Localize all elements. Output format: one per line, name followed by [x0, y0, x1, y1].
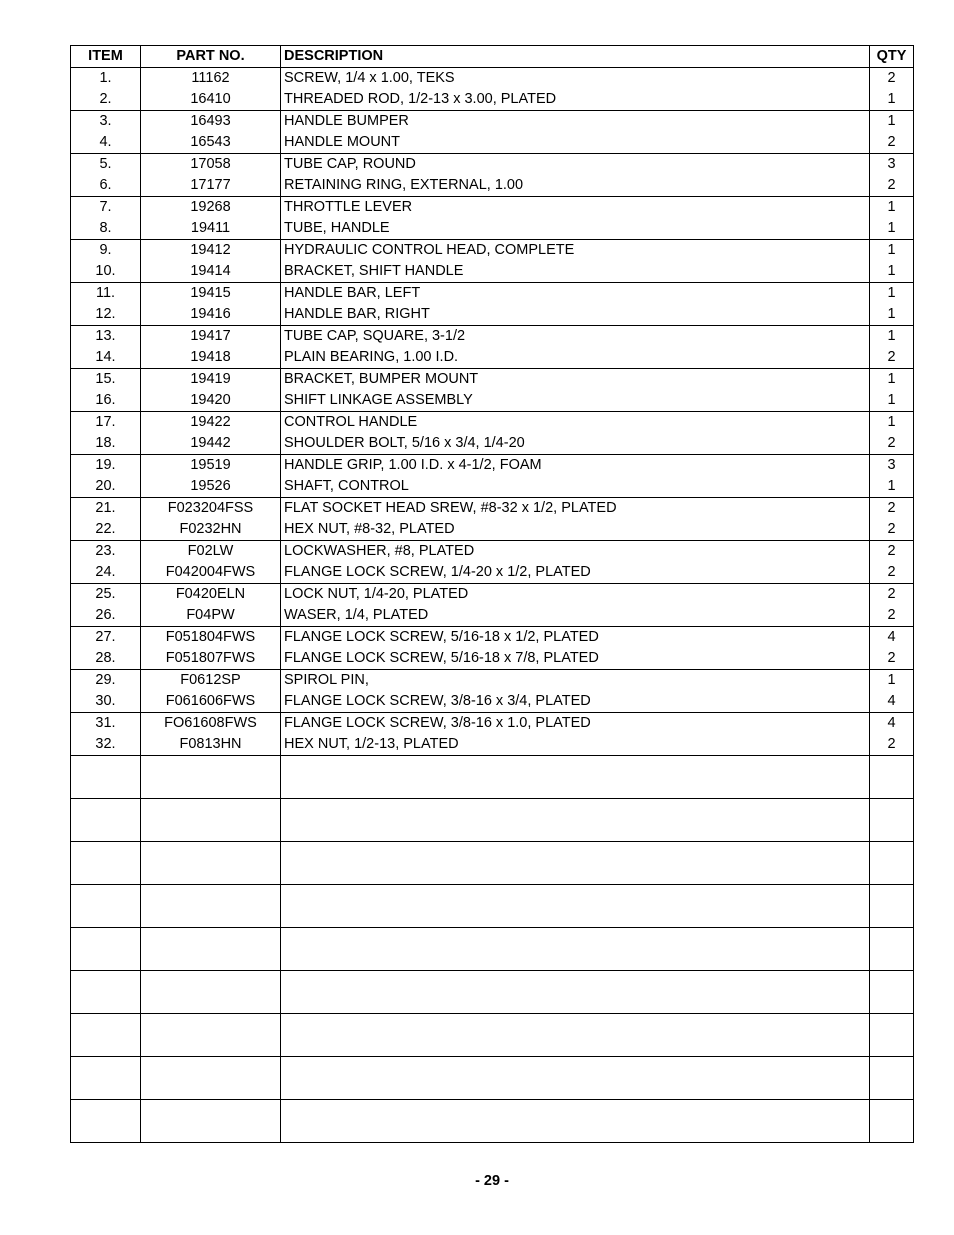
part-number: 19420 [141, 390, 281, 412]
empty-cell [141, 885, 281, 928]
part-number: F023204FSS [141, 498, 281, 520]
item-number: 28. [71, 648, 141, 670]
item-number: 30. [71, 691, 141, 713]
part-description: HEX NUT, #8-32, PLATED [281, 519, 870, 541]
quantity: 2 [870, 68, 914, 90]
part-number: 17058 [141, 154, 281, 176]
part-number: F042004FWS [141, 562, 281, 584]
empty-cell [281, 971, 870, 1014]
empty-cell [870, 842, 914, 885]
table-row [71, 132, 914, 154]
part-number: 19414 [141, 261, 281, 283]
part-description: FLANGE LOCK SCREW, 3/8-16 x 1.0, PLATED [281, 713, 870, 735]
part-number: F04PW [141, 605, 281, 627]
table-row [71, 347, 914, 369]
table-row [71, 218, 914, 240]
table-row [71, 476, 914, 498]
table-header [71, 46, 914, 68]
quantity: 1 [870, 89, 914, 111]
part-description: HANDLE BAR, RIGHT [281, 304, 870, 326]
empty-cell [281, 1057, 870, 1100]
empty-cell [71, 1057, 141, 1100]
item-number: 32. [71, 734, 141, 756]
part-description: HANDLE MOUNT [281, 132, 870, 154]
item-number: 23. [71, 541, 141, 563]
quantity: 1 [870, 670, 914, 692]
empty-cell [141, 756, 281, 799]
empty-cell [141, 971, 281, 1014]
part-number: F061606FWS [141, 691, 281, 713]
empty-cell [71, 799, 141, 842]
part-number: F0813HN [141, 734, 281, 756]
item-number: 29. [71, 670, 141, 692]
part-description: FLANGE LOCK SCREW, 5/16-18 x 1/2, PLATED [281, 627, 870, 649]
empty-cell [141, 799, 281, 842]
part-description: WASER, 1/4, PLATED [281, 605, 870, 627]
item-number: 12. [71, 304, 141, 326]
part-number: 19417 [141, 326, 281, 348]
empty-table-row [71, 799, 914, 842]
quantity: 1 [870, 111, 914, 133]
item-number: 1. [71, 68, 141, 90]
quantity: 1 [870, 283, 914, 305]
part-number: 19442 [141, 433, 281, 455]
header-item: ITEM [71, 46, 141, 68]
table-row [71, 562, 914, 584]
part-number: 19411 [141, 218, 281, 240]
part-description: BRACKET, BUMPER MOUNT [281, 369, 870, 391]
empty-cell [141, 1100, 281, 1143]
part-description: SCREW, 1/4 x 1.00, TEKS [281, 68, 870, 90]
empty-cell [870, 1057, 914, 1100]
empty-table-row [71, 885, 914, 928]
quantity: 3 [870, 455, 914, 477]
empty-cell [141, 1014, 281, 1057]
item-number: 31. [71, 713, 141, 735]
table-row [71, 734, 914, 756]
item-number: 27. [71, 627, 141, 649]
empty-cell [281, 842, 870, 885]
quantity: 2 [870, 132, 914, 154]
part-description: SPIROL PIN, [281, 670, 870, 692]
part-number: F0612SP [141, 670, 281, 692]
empty-cell [71, 928, 141, 971]
table-row [71, 648, 914, 670]
part-description: FLANGE LOCK SCREW, 5/16-18 x 7/8, PLATED [281, 648, 870, 670]
empty-table-row [71, 928, 914, 971]
quantity: 1 [870, 261, 914, 283]
item-number: 5. [71, 154, 141, 176]
part-description: SHOULDER BOLT, 5/16 x 3/4, 1/4-20 [281, 433, 870, 455]
header-qty: QTY [870, 46, 914, 68]
part-description: HANDLE BUMPER [281, 111, 870, 133]
table-row [71, 541, 914, 563]
part-number: 19519 [141, 455, 281, 477]
item-number: 19. [71, 455, 141, 477]
item-number: 24. [71, 562, 141, 584]
item-number: 18. [71, 433, 141, 455]
quantity: 4 [870, 627, 914, 649]
table-row [71, 605, 914, 627]
item-number: 20. [71, 476, 141, 498]
part-number: 16543 [141, 132, 281, 154]
quantity: 2 [870, 562, 914, 584]
table-row [71, 68, 914, 90]
part-number: F051807FWS [141, 648, 281, 670]
part-number: 19415 [141, 283, 281, 305]
empty-cell [870, 1100, 914, 1143]
header-description: DESCRIPTION [281, 46, 870, 68]
part-description: LOCKWASHER, #8, PLATED [281, 541, 870, 563]
part-number: 16410 [141, 89, 281, 111]
part-number: F02LW [141, 541, 281, 563]
parts-table [70, 45, 914, 1143]
empty-cell [870, 885, 914, 928]
table-row [71, 369, 914, 391]
quantity: 1 [870, 218, 914, 240]
quantity: 3 [870, 154, 914, 176]
part-description: HANDLE GRIP, 1.00 I.D. x 4-1/2, FOAM [281, 455, 870, 477]
part-description: HYDRAULIC CONTROL HEAD, COMPLETE [281, 240, 870, 262]
table-row [71, 154, 914, 176]
quantity: 2 [870, 605, 914, 627]
item-number: 15. [71, 369, 141, 391]
part-description: SHAFT, CONTROL [281, 476, 870, 498]
item-number: 14. [71, 347, 141, 369]
item-number: 11. [71, 283, 141, 305]
part-description: TUBE, HANDLE [281, 218, 870, 240]
quantity: 2 [870, 347, 914, 369]
quantity: 1 [870, 197, 914, 219]
empty-cell [71, 842, 141, 885]
part-number: 19416 [141, 304, 281, 326]
item-number: 13. [71, 326, 141, 348]
empty-cell [281, 799, 870, 842]
part-description: SHIFT LINKAGE ASSEMBLY [281, 390, 870, 412]
header-row [71, 46, 914, 68]
empty-cell [141, 928, 281, 971]
empty-table-row [71, 842, 914, 885]
quantity: 2 [870, 433, 914, 455]
empty-cell [141, 842, 281, 885]
part-number: F051804FWS [141, 627, 281, 649]
empty-cell [281, 1100, 870, 1143]
item-number: 22. [71, 519, 141, 541]
empty-table-row [71, 1057, 914, 1100]
empty-cell [281, 1014, 870, 1057]
item-number: 4. [71, 132, 141, 154]
table-row [71, 670, 914, 692]
quantity: 1 [870, 390, 914, 412]
part-description: PLAIN BEARING, 1.00 I.D. [281, 347, 870, 369]
empty-cell [281, 928, 870, 971]
table-row [71, 304, 914, 326]
part-description: THROTTLE LEVER [281, 197, 870, 219]
item-number: 3. [71, 111, 141, 133]
quantity: 1 [870, 369, 914, 391]
quantity: 4 [870, 713, 914, 735]
part-number: 19526 [141, 476, 281, 498]
empty-cell [870, 756, 914, 799]
quantity: 1 [870, 476, 914, 498]
part-number: FO61608FWS [141, 713, 281, 735]
table-row [71, 627, 914, 649]
table-row [71, 412, 914, 434]
table-row [71, 519, 914, 541]
table-row [71, 584, 914, 606]
part-number: F0232HN [141, 519, 281, 541]
part-number: 19412 [141, 240, 281, 262]
header-part-no: PART NO. [141, 46, 281, 68]
quantity: 1 [870, 412, 914, 434]
quantity: 1 [870, 326, 914, 348]
part-description: FLAT SOCKET HEAD SREW, #8-32 x 1/2, PLATED [281, 498, 870, 520]
part-number: 16493 [141, 111, 281, 133]
item-number: 7. [71, 197, 141, 219]
empty-cell [71, 971, 141, 1014]
part-number: 17177 [141, 175, 281, 197]
part-description: THREADED ROD, 1/2-13 x 3.00, PLATED [281, 89, 870, 111]
table-row [71, 175, 914, 197]
empty-table-row [71, 756, 914, 799]
table-row [71, 197, 914, 219]
part-number: 19419 [141, 369, 281, 391]
item-number: 21. [71, 498, 141, 520]
item-number: 8. [71, 218, 141, 240]
quantity: 2 [870, 584, 914, 606]
item-number: 16. [71, 390, 141, 412]
quantity: 1 [870, 240, 914, 262]
part-number: 19268 [141, 197, 281, 219]
table-row [71, 498, 914, 520]
table-row [71, 240, 914, 262]
quantity: 2 [870, 498, 914, 520]
table-row [71, 433, 914, 455]
empty-cell [281, 756, 870, 799]
part-description: FLANGE LOCK SCREW, 1/4-20 x 1/2, PLATED [281, 562, 870, 584]
item-number: 17. [71, 412, 141, 434]
part-description: BRACKET, SHIFT HANDLE [281, 261, 870, 283]
table-row [71, 713, 914, 735]
empty-cell [71, 1014, 141, 1057]
table-row [71, 111, 914, 133]
item-number: 25. [71, 584, 141, 606]
item-number: 26. [71, 605, 141, 627]
quantity: 1 [870, 304, 914, 326]
table-row [71, 390, 914, 412]
empty-cell [281, 885, 870, 928]
part-number: 11162 [141, 68, 281, 90]
table-row [71, 89, 914, 111]
part-description: CONTROL HANDLE [281, 412, 870, 434]
empty-cell [870, 928, 914, 971]
quantity: 2 [870, 519, 914, 541]
part-description: HANDLE BAR, LEFT [281, 283, 870, 305]
empty-cell [71, 756, 141, 799]
empty-cell [870, 971, 914, 1014]
part-description: TUBE CAP, ROUND [281, 154, 870, 176]
table-row [71, 455, 914, 477]
item-number: 6. [71, 175, 141, 197]
quantity: 2 [870, 648, 914, 670]
quantity: 2 [870, 175, 914, 197]
part-number: F0420ELN [141, 584, 281, 606]
empty-cell [71, 885, 141, 928]
part-number: 19422 [141, 412, 281, 434]
empty-table-row [71, 1100, 914, 1143]
page-number: - 29 - [475, 1173, 509, 1189]
empty-table-row [71, 1014, 914, 1057]
table-row [71, 326, 914, 348]
table-row [71, 691, 914, 713]
empty-table-row [71, 971, 914, 1014]
empty-cell [71, 1100, 141, 1143]
table-body [71, 68, 914, 1143]
part-number: 19418 [141, 347, 281, 369]
table-row [71, 261, 914, 283]
part-description: LOCK NUT, 1/4-20, PLATED [281, 584, 870, 606]
part-description: FLANGE LOCK SCREW, 3/8-16 x 3/4, PLATED [281, 691, 870, 713]
item-number: 2. [71, 89, 141, 111]
empty-cell [141, 1057, 281, 1100]
part-description: HEX NUT, 1/2-13, PLATED [281, 734, 870, 756]
quantity: 2 [870, 541, 914, 563]
empty-cell [870, 799, 914, 842]
item-number: 9. [71, 240, 141, 262]
part-description: TUBE CAP, SQUARE, 3-1/2 [281, 326, 870, 348]
quantity: 4 [870, 691, 914, 713]
quantity: 2 [870, 734, 914, 756]
item-number: 10. [71, 261, 141, 283]
table-row [71, 283, 914, 305]
part-description: RETAINING RING, EXTERNAL, 1.00 [281, 175, 870, 197]
empty-cell [870, 1014, 914, 1057]
